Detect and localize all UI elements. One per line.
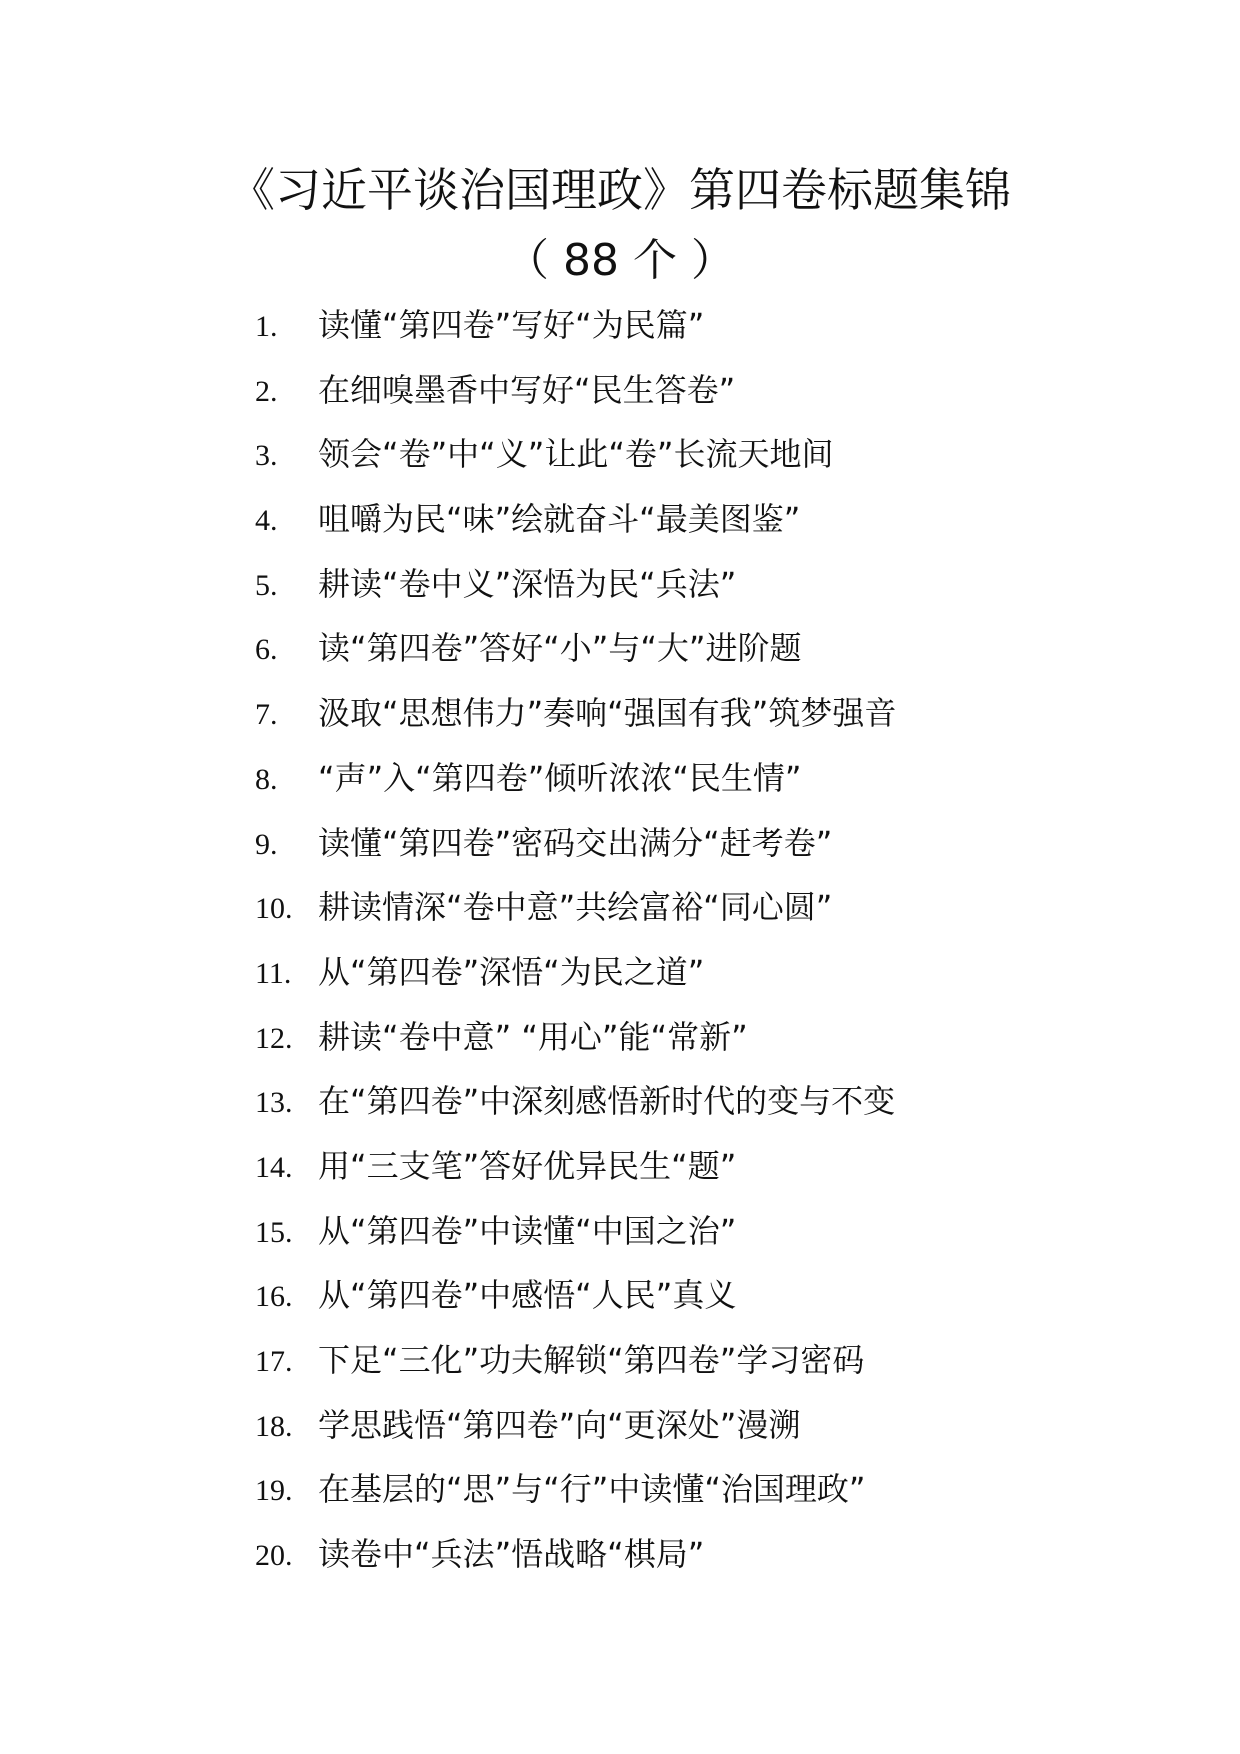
item-text: 读懂“第四卷”密码交出满分“赶考卷” — [318, 823, 833, 862]
item-text: 下足“三化”功夫解锁“第四卷”学习密码 — [318, 1341, 865, 1379]
item-text: 耕读情深“卷中意”共绘富裕“同心圆” — [318, 888, 833, 927]
item-text: 从“第四卷”中读懂“中国之治” — [318, 1211, 737, 1250]
item-number: 4. — [255, 504, 278, 538]
item-text: 在细嗅墨香中写好“民生答卷” — [318, 370, 736, 409]
item-text: 汲取“思想伟力”奏响“强国有我”筑梦强音 — [318, 694, 897, 733]
item-text: 在基层的“思”与“行”中读懂“治国理政” — [318, 1470, 866, 1509]
item-number: 10. — [255, 892, 293, 926]
item-text: 读“第四卷”答好“小”与“大”进阶题 — [318, 629, 802, 668]
item-text: 从“第四卷”中感悟“人民”真义 — [318, 1276, 737, 1315]
list-item — [255, 952, 1155, 1017]
list-item — [255, 1146, 1155, 1211]
list-item — [255, 564, 1155, 629]
title-list — [255, 305, 1155, 1599]
item-number: 17. — [255, 1345, 293, 1378]
list-item — [255, 628, 1155, 693]
list-item — [255, 693, 1155, 758]
list-item — [255, 1081, 1155, 1146]
item-number: 12. — [255, 1021, 293, 1055]
list-item — [255, 434, 1155, 499]
item-number: 3. — [255, 439, 278, 473]
item-number: 11. — [255, 956, 292, 990]
list-item — [255, 499, 1155, 564]
item-text: 从“第四卷”深悟“为民之道” — [318, 952, 705, 991]
item-number: 8. — [255, 762, 278, 796]
list-item — [255, 1534, 1155, 1599]
item-number: 18. — [255, 1409, 293, 1443]
document-title: 《习近平谈治国理政》第四卷标题集锦 — [229, 163, 1011, 217]
item-number: 9. — [255, 827, 278, 861]
list-item — [255, 1211, 1155, 1276]
list-item — [255, 1275, 1155, 1340]
item-number: 1. — [255, 310, 278, 343]
item-number: 2. — [255, 374, 278, 408]
item-text: 耕读“卷中意” “用心”能“常新” — [318, 1017, 748, 1056]
list-item — [255, 1340, 1155, 1405]
item-number: 14. — [255, 1150, 293, 1184]
item-number: 16. — [255, 1280, 293, 1314]
item-text: 学思践悟“第四卷”向“更深处”漫溯 — [318, 1405, 801, 1444]
item-text: 读懂“第四卷”写好“为民篇” — [318, 306, 705, 344]
list-item — [255, 823, 1155, 888]
list-item — [255, 305, 1155, 370]
list-item — [255, 1017, 1155, 1082]
item-number: 20. — [255, 1539, 293, 1573]
item-text: 读卷中“兵法”悟战略“棋局” — [318, 1535, 705, 1574]
item-text: 咀嚼为民“味”绘就奋斗“最美图鉴” — [318, 500, 801, 539]
document-subtitle: （ 88 个 ） — [505, 235, 735, 286]
list-item — [255, 370, 1155, 435]
list-item — [255, 758, 1155, 823]
item-text: 领会“卷”中“义”让此“卷”长流天地间 — [318, 435, 834, 474]
item-number: 6. — [255, 633, 278, 667]
item-number: 19. — [255, 1474, 293, 1508]
item-number: 15. — [255, 1215, 293, 1249]
item-text: 用“三支笔”答好优异民生“题” — [318, 1146, 737, 1185]
item-number: 5. — [255, 568, 278, 602]
item-text: 耕读“卷中义”深悟为民“兵法” — [318, 564, 737, 603]
item-text: “声”入“第四卷”倾听浓浓“民生情” — [318, 758, 802, 797]
list-item — [255, 1469, 1155, 1534]
list-item — [255, 1405, 1155, 1470]
item-number: 7. — [255, 698, 278, 732]
item-text: 在“第四卷”中深刻感悟新时代的变与不变 — [318, 1082, 896, 1121]
list-item — [255, 887, 1155, 952]
item-number: 13. — [255, 1086, 293, 1120]
